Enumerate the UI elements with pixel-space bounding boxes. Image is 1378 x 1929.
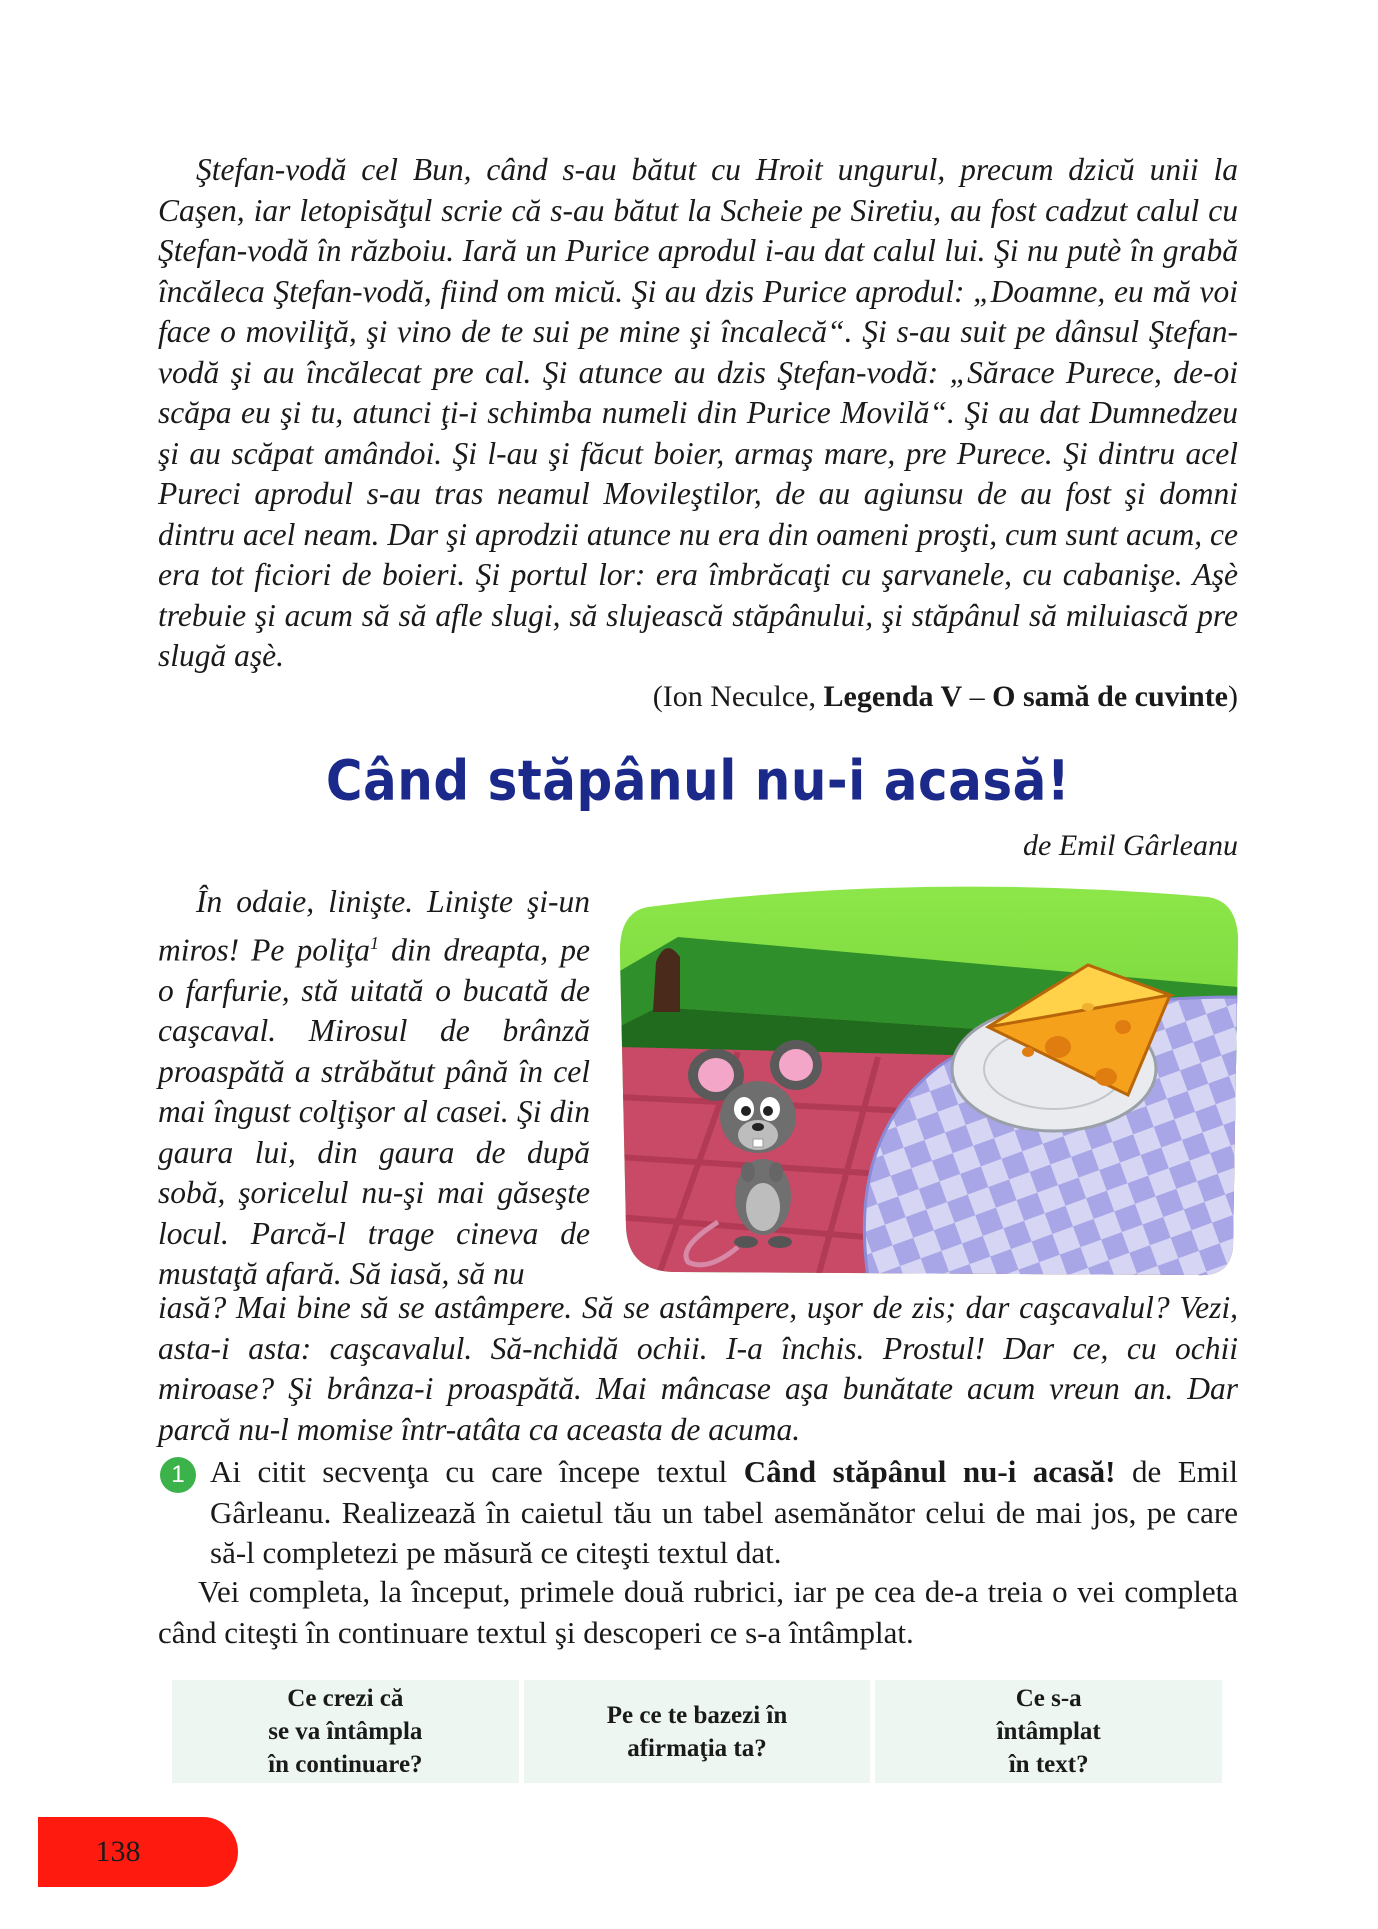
footnote-mark: 1 [370, 932, 380, 953]
table-header-basis: Pe ce te bazezi în afirmaţia ta? [524, 1680, 871, 1783]
passage-source: (Ion Neculce, Legenda V – O samă de cuvinte) [652, 680, 1238, 713]
mouse-and-cheese-illustration [618, 877, 1238, 1277]
page-number: 138 [95, 1835, 141, 1868]
table-header-outcome: Ce s-a întâmplat în text? [875, 1680, 1222, 1783]
legend-passage: Ştefan-vodă cel Bun, când s-au bătut cu Hroit ungurul, precum dzicŭ unii la Caşen, iar letopisăţul scrie că s-au bătut la Scheie pe Siretiu, au fost cadzut calul cu Ştefan-vodă în războiu. Iară un Purice aprodul i-au dat calul lui. Şi nu putè în grabă încăleca Ştefan-vodă, fiind om micŭ. Şi au dzis Purice aprodul: „Doamne, eu mă voi face o moviliţă, şi vino de te sui pe mine şi încalecă“. Şi s-au suit pe dânsul Ştefan-vodă şi au încălecat pre cal. Şi atunce au dzis Ştefan-vodă: „Sărace Purece, de-oi scăpa eu şi tu, atunci ţi-i schimba numeli din Purice Movilă“. Şi au dat Dumnedzeu şi au scăpat amândoi. Şi l-au şi făcut boier, armaş mare, pre Purece. Şi dintru acel Pureci aprodul s-au tras neamul Movileştilor, de au agiunsu de au fost şi domni dintru acel neam. Dar şi aprodzii atunce nu era din oameni proşti, cum sunt acum, ce era tot ficiori de boieri. Şi portul lor: era îmbrăcaţi cu şarvanele, cu cabanişe. Aşè trebuie şi acum să să afle slugi, să slujească stăpânului, şi stăpânul să miluiască pre slugă aşè. [158, 152, 1238, 673]
table-header-prediction: Ce crezi că se va întâmpla în continuare? [172, 1680, 519, 1783]
prediction-table [172, 1680, 1222, 1783]
task-story-title: Când stăpânul nu-i acasă! [743, 1454, 1116, 1489]
story-author: de Emil Gârleanu [1023, 829, 1238, 862]
story-title: Când stăpânul nu-i acasă! [325, 749, 1071, 813]
task-instruction-continued: Vei completa, la început, primele două rubrici, iar pe cea de-a treia o vei completa când citeşti în continuare textul şi descoperi ce s-a întâmplat. [158, 1574, 1238, 1650]
story-paragraph-continued: iasă? Mai bine să se astâmpere. Să se astâmpere, uşor de zis; dar caşcavalul? Vezi, asta-i asta: caşcavalul. Să-nchidă ochii. I-a închis. Prostul! Dar ce, cu ochii miroase? Şi brânza-i proaspătă. Mai mâncase aşa bunătate acum vreun an. Dar parcă nu-l momise într-atâta ca aceasta de acuma. [158, 1290, 1238, 1447]
task-number-badge: 1 [160, 1457, 196, 1493]
source-book: O samă de cuvinte [992, 680, 1228, 713]
story-paragraph-start: În odaie, linişte. Linişte şi-un miros! Pe poliţa$^1$ din dreapta, pe o farfurie, stă uitată o bucată de caşcaval. Mirosul de brânză proaspătă a străbătut până în cel mai îngust colţişor al casei. Şi din gaura lui, din gaura de după sobă, şoricelul nu-şi mai găseşte locul. Parcă-l trage cineva de mustaţă afară. Să iasă, să nu [158, 884, 590, 1291]
source-legend: Legenda V [823, 680, 963, 713]
task-instruction: Ai citit secvenţa cu care începe textul Când stăpânul nu-i acasă! de Emil Gârleanu. Realizează în caietul tău un tabel asemănător celui de mai jos, pe care să-l completezi pe măsură ce citeşti textul dat. [210, 1454, 1239, 1570]
